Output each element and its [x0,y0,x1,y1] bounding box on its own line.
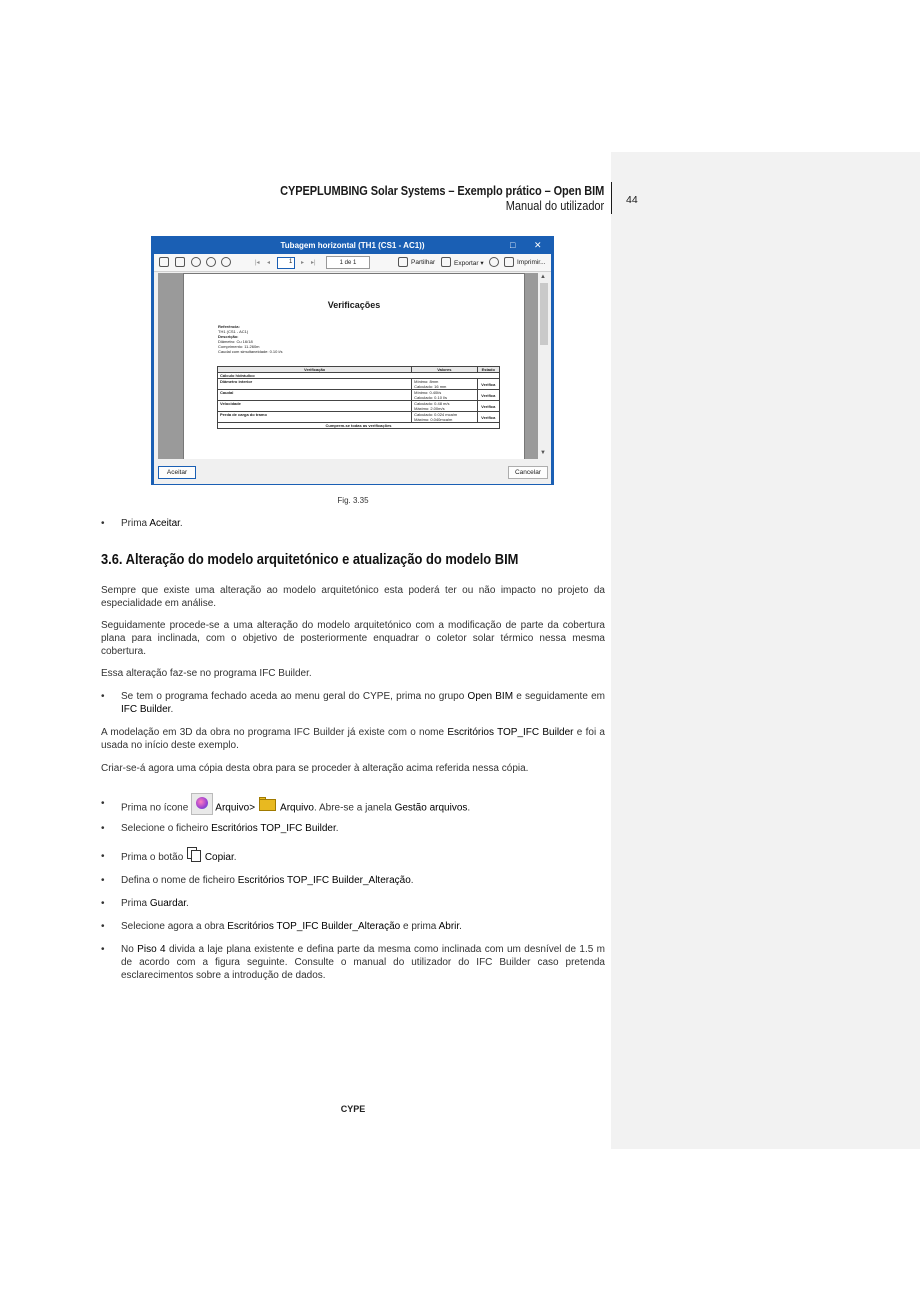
ui-term: IFC Builder [121,704,171,715]
col-header: Estado [477,367,499,373]
bullet-dot: • [101,898,105,909]
text: . [233,852,237,864]
paragraph: Essa alteração faz-se no programa IFC Builder. [101,668,312,679]
value-line: Calculado: 16 mm [414,384,447,389]
text: . [410,875,414,886]
zoom-out-icon[interactable] [206,257,216,267]
value-line: Mínimo: 8mm [414,379,439,384]
ref-label: Referência: [218,324,240,329]
text: Selecione o ficheiro [121,823,212,834]
bullet-dot: • [101,921,105,932]
share-icon[interactable] [398,257,408,267]
row-name: Caudal [218,390,412,401]
text: . [186,898,189,909]
cancel-button[interactable]: Cancelar [508,466,548,479]
row-name: Perda de carga do tramo [218,412,412,423]
text: Prima [121,518,150,529]
first-page-icon[interactable]: |◂ [255,260,260,266]
value-line: Calculado: 0.48 m/s [414,401,450,406]
viewer-toolbar [154,254,551,272]
ui-term: Escritórios TOP_IFC Builder [211,823,336,834]
col-header: Valores [412,367,477,373]
section-title: 3.6. Alteração do modelo arquitetónico e atualização do modelo BIM [101,551,519,568]
report-page [183,273,525,459]
value-line: Calculado: 0.10 l/s [414,395,448,400]
value-line: Máximo: 2.00m/s [414,406,445,411]
ui-term: Open BIM [467,691,514,702]
gear-icon[interactable] [489,257,499,267]
paragraph: Criar-se-á agora uma cópia desta obra para se proceder à alteração acima referida nessa cópia. [101,763,529,774]
export-button[interactable]: Exportar ▾ [454,260,484,267]
ui-term: Escritórios TOP_IFC Builder [447,727,574,738]
scroll-down-icon[interactable]: ▼ [540,450,546,456]
verification-table [217,366,500,429]
text: . [459,921,462,932]
zoom-fit-icon[interactable] [221,257,231,267]
maximize-icon[interactable]: □ [510,240,516,250]
table-row [218,379,500,390]
text: Selecione agora a obra [121,921,228,932]
text: Prima o botão [121,852,187,864]
bullet-dot: • [101,851,105,862]
desc-line: Caudal com simultaneidade: 0.10 l/s [218,349,283,354]
ref-value: TH1 (CS1 - AC1) [218,329,249,334]
page-input[interactable]: 1 [277,257,295,269]
row-state: Verifica [477,412,499,423]
last-page-icon[interactable]: ▸| [311,260,316,266]
value-line: Máximo: 0.040mca/m [414,417,453,422]
header-divider [611,182,612,214]
ui-term: Guardar [149,898,187,909]
row-state: Verifica [477,379,499,390]
zoom-in-icon[interactable] [191,257,201,267]
table-footer: Cumprem-se todas as verificações [218,423,500,429]
ui-term: Escritórios TOP_IFC Builder_Alteração [237,875,411,886]
ui-term: Arquivo> [215,802,256,814]
footer-brand: CYPE [340,1104,366,1114]
vertical-scrollbar[interactable] [538,273,550,459]
row-values [412,401,477,412]
page-number: 44 [626,194,638,206]
ui-term: Arquivo [280,802,314,814]
print-button[interactable]: Imprimir... [517,259,546,266]
header-title: CYPEPLUMBING Solar Systems – Exemplo prático – Open BIM [279,184,604,198]
ui-term: Escritórios TOP_IFC Builder_Alteração [227,921,401,932]
group-row: Cálculo hidráulico [218,373,500,379]
copy-icon [186,847,202,862]
text: . [170,704,174,715]
page-setup-icon[interactable] [159,257,169,267]
paragraph: Sempre que existe uma alteração ao modelo arquitetónico esta poderá ter ou não impacto no projeto da especialidade em análise. [101,585,605,609]
dialog-body [154,254,551,484]
prev-page-icon[interactable]: ◂ [267,260,271,266]
accept-button[interactable]: Aceitar [158,466,196,479]
fit-page-icon[interactable] [175,257,185,267]
dialog-title: Tubagem horizontal (TH1 (CS1 - AC1)) [280,241,425,250]
figure-caption: Fig. 3.35 [337,496,369,505]
row-name: Diâmetro interior [218,379,412,390]
paragraph: Seguidamente procede-se a uma alteração do modelo arquitetónico com a modificação de parte da cobertura plana para inclinada, com o objetivo de posteriormente enquadrar o coletor solar térmico nessa mesma cobertura. [101,620,605,657]
desc-label: Descrição: [218,334,239,339]
comment-pane [611,152,920,1149]
text: Prima [121,898,150,909]
page-count: 1 de 1 [326,256,370,269]
report-dialog [151,236,554,485]
value-line: Calculado: 0.024 mca/m [414,412,458,417]
text: Defina o nome de ficheiro [121,875,238,886]
text: . Abre-se a janela [313,802,395,814]
folder-icon [258,796,278,812]
text: Prima no ícone [121,802,192,814]
table-row [218,412,500,423]
scroll-thumb[interactable] [540,283,548,345]
ui-term: Abrir [438,921,460,932]
close-icon[interactable]: ✕ [534,240,542,250]
bullet-dot: • [101,875,105,886]
dialog-title-bar [152,237,553,254]
table-row [218,401,500,412]
row-name: Velocidade [218,401,412,412]
report-meta [218,324,282,354]
text: . [335,823,339,834]
row-values [412,412,477,423]
bullet-dot: • [101,518,105,529]
header-subtitle: Manual do utilizador [505,199,604,213]
bullet-dot: • [101,798,105,809]
text: . [467,802,471,814]
text: . [179,518,183,529]
row-values [412,390,477,401]
text: No [121,944,138,955]
bullet-dot: • [101,823,105,834]
desc-line: Comprimento: 11.260m [218,344,260,349]
scroll-up-icon[interactable]: ▲ [540,274,546,280]
share-button[interactable]: Partilhar [411,259,436,266]
value-line: Mínimo: 0.40l/s [414,390,442,395]
desc-line: Diâmetro: Cu 16/18 [218,339,253,344]
report-title: Verificações [327,300,381,310]
bullet-dot: • [101,691,105,702]
export-icon[interactable] [441,257,451,267]
text: divida a laje plana existente e defina parte da mesma como inclinada com um desnível de 1.5 m de acordo com a figura seguinte. Consulte o manual do utilizador do IFC Builder caso pretenda esclarecimentos sobre a introdução de dados. [121,944,606,981]
text: e seguidamente em [513,691,605,702]
ui-term: Gestão arquivos [394,802,468,814]
ui-term: Aceitar [149,518,180,529]
arquivo-icon [191,793,213,815]
print-icon[interactable] [504,257,514,267]
row-state: Verifica [477,390,499,401]
ui-term: Piso 4 [137,944,166,955]
ui-term: Copiar [204,852,234,864]
text: e prima [400,921,439,932]
row-values [412,379,477,390]
text: Se tem o programa fechado aceda ao menu geral do CYPE, prima no grupo [121,691,468,702]
text: A modelação em 3D da obra no programa IFC Builder já existe com o nome [101,727,448,738]
table-row [218,390,500,401]
row-state: Verifica [477,401,499,412]
paragraph [101,726,605,752]
next-page-icon[interactable]: ▸ [301,260,305,266]
col-header: Verificação [218,367,412,373]
page-header [236,184,604,213]
report-viewer [158,273,538,459]
text: e foi a usada no início deste exemplo. [101,727,605,751]
dialog-footer [154,459,551,484]
bullet-dot: • [101,944,105,955]
